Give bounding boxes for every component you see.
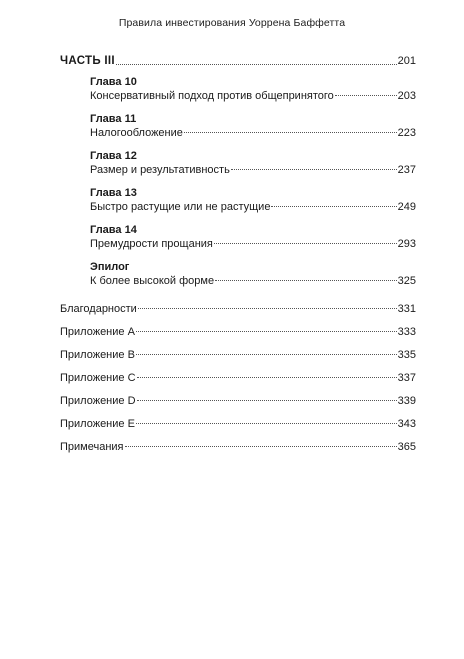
- toc-chapter: [90, 187, 416, 214]
- dot-leader: [215, 280, 397, 281]
- chapter-title: Размер и результативность: [90, 164, 230, 176]
- page-number: 249: [397, 201, 416, 213]
- entry-title: Приложение C: [60, 372, 136, 384]
- entry-title: Приложение B: [60, 349, 135, 361]
- page-number: 339: [397, 395, 416, 407]
- part-label: ЧАСТЬ III: [60, 55, 115, 67]
- chapter-heading: Глава 13: [90, 187, 137, 199]
- page-number: 203: [397, 90, 416, 102]
- dot-leader: [116, 64, 397, 65]
- toc-chapter-entry: [90, 201, 416, 214]
- dot-leader: [125, 446, 397, 447]
- chapter-heading: Глава 11: [90, 113, 137, 125]
- dot-leader: [335, 95, 397, 96]
- toc-part-entry: [60, 50, 416, 68]
- entry-title: Приложение A: [60, 326, 135, 338]
- page-number: 335: [397, 349, 416, 361]
- dot-leader: [231, 169, 397, 170]
- dot-leader: [271, 206, 396, 207]
- table-of-contents: [60, 50, 416, 453]
- entry-title: Благодарности: [60, 303, 137, 315]
- page-number: 237: [397, 164, 416, 176]
- page-number: 333: [397, 326, 416, 338]
- chapter-title: Консервативный подход против общепринятого: [90, 90, 334, 102]
- toc-back-matter-entry: [60, 395, 416, 407]
- page-number: 337: [397, 372, 416, 384]
- dot-leader: [137, 377, 397, 378]
- dot-leader: [136, 423, 397, 424]
- toc-chapter: [90, 261, 416, 288]
- toc-chapter: [90, 224, 416, 251]
- toc-chapter: [90, 113, 416, 140]
- toc-back-matter-entry: [60, 326, 416, 338]
- dot-leader: [136, 354, 397, 355]
- chapter-title: К более высокой форме: [90, 275, 215, 287]
- page-number: 365: [397, 441, 416, 453]
- chapter-heading: Глава 10: [90, 76, 137, 88]
- toc-chapter: [90, 150, 416, 177]
- chapter-heading: Глава 12: [90, 150, 137, 162]
- page-number: 293: [397, 238, 416, 250]
- toc-back-matter-entry: [60, 372, 416, 384]
- toc-chapter-entry: [90, 164, 416, 177]
- toc-chapter-entry: [90, 90, 416, 103]
- page-number: 343: [397, 418, 416, 430]
- running-header: Правила инвестирования Уоррена Баффетта: [118, 17, 346, 29]
- toc-chapter-entry: [90, 127, 416, 140]
- chapter-title: Быстро растущие или не растущие: [90, 201, 271, 213]
- page-number: 201: [397, 55, 416, 67]
- dot-leader: [214, 243, 397, 244]
- toc-chapter-entry: [90, 275, 416, 288]
- entry-title: Приложение D: [60, 395, 136, 407]
- toc-chapter-entry: [90, 238, 416, 251]
- toc-back-matter-entry: [60, 303, 416, 315]
- toc-back-matter-entry: [60, 349, 416, 361]
- chapter-title: Премудрости прощания: [90, 238, 213, 250]
- page-number: 325: [397, 275, 416, 287]
- page-number: 331: [397, 303, 416, 315]
- dot-leader: [136, 331, 397, 332]
- dot-leader: [137, 400, 397, 401]
- dot-leader: [138, 308, 397, 309]
- chapter-heading: Эпилог: [90, 261, 130, 273]
- toc-chapter: [90, 76, 416, 103]
- toc-back-matter-entry: [60, 441, 416, 453]
- chapter-heading: Глава 14: [90, 224, 137, 236]
- entry-title: Примечания: [60, 441, 124, 453]
- toc-back-matter-entry: [60, 418, 416, 430]
- dot-leader: [184, 132, 397, 133]
- chapter-title: Налогообложение: [90, 127, 183, 139]
- page-number: 223: [397, 127, 416, 139]
- entry-title: Приложение E: [60, 418, 135, 430]
